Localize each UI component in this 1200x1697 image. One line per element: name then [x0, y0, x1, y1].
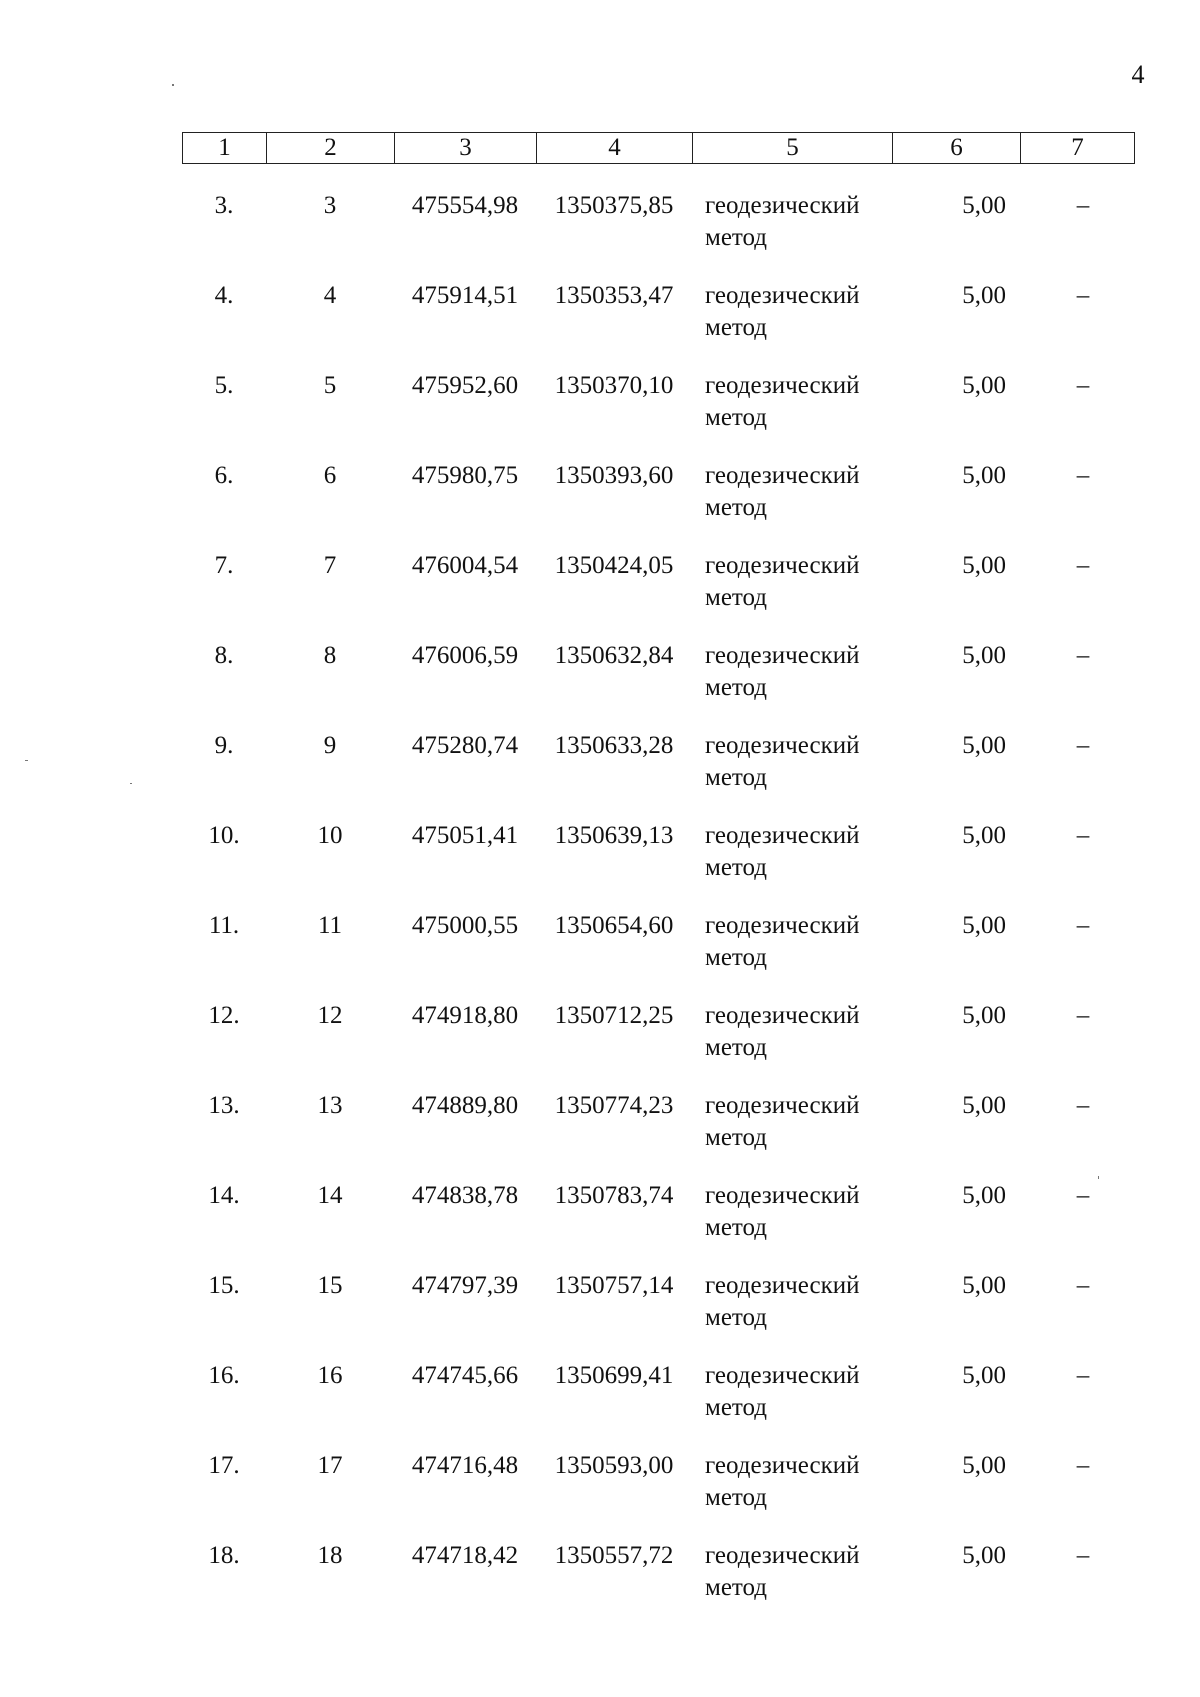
scan-speck [25, 760, 28, 761]
coordinate-y: 1350393,60 [554, 462, 674, 489]
table-row [182, 1261, 1137, 1351]
row-number: 12. [208, 1002, 240, 1029]
method-line-2: метод [705, 494, 768, 521]
method-line-1: геодезический [705, 1452, 860, 1479]
header-col-1: 1 [183, 133, 267, 164]
method-line-1: геодезический [705, 462, 860, 489]
method-line-2: метод [705, 314, 768, 341]
column-number-header [182, 132, 1135, 164]
method-cell [705, 550, 905, 614]
accuracy-value: 5,00 [962, 1182, 1006, 1209]
table-row [182, 991, 1137, 1081]
method-cell [705, 730, 905, 794]
row-number: 3. [214, 192, 234, 219]
table-row [182, 1171, 1137, 1261]
accuracy-value: 5,00 [962, 822, 1006, 849]
accuracy-value: 5,00 [962, 1272, 1006, 1299]
coordinate-x: 476004,54 [411, 552, 519, 579]
coordinate-y: 1350639,13 [554, 822, 674, 849]
accuracy-value: 5,00 [962, 552, 1006, 579]
coordinate-x: 474889,80 [411, 1092, 519, 1119]
coordinate-y: 1350654,60 [554, 912, 674, 939]
coordinate-x: 474718,42 [411, 1542, 519, 1569]
row-number: 7. [214, 552, 234, 579]
method-line-1: геодезический [705, 732, 860, 759]
method-cell [705, 640, 905, 704]
accuracy-value: 5,00 [962, 1002, 1006, 1029]
table-row [182, 721, 1137, 811]
method-line-2: метод [705, 1124, 768, 1151]
coordinate-x: 475914,51 [411, 282, 519, 309]
scan-speck [130, 783, 132, 784]
method-cell [705, 370, 905, 434]
method-line-1: геодезический [705, 1362, 860, 1389]
method-line-2: метод [705, 584, 768, 611]
method-cell [705, 1360, 905, 1424]
table-row [182, 901, 1137, 991]
coordinate-x: 475554,98 [411, 192, 519, 219]
coordinate-x: 475952,60 [411, 372, 519, 399]
accuracy-value: 5,00 [962, 732, 1006, 759]
header-col-6: 6 [893, 133, 1021, 164]
method-cell [705, 1270, 905, 1334]
coordinate-y: 1350375,85 [554, 192, 674, 219]
method-cell [705, 1090, 905, 1154]
note-dash: – [1076, 1092, 1090, 1119]
coordinate-y: 1350774,23 [554, 1092, 674, 1119]
accuracy-value: 5,00 [962, 282, 1006, 309]
accuracy-value: 5,00 [962, 642, 1006, 669]
method-line-1: геодезический [705, 1182, 860, 1209]
coordinate-y: 1350632,84 [554, 642, 674, 669]
point-number: 18 [317, 1542, 343, 1569]
row-number: 10. [208, 822, 240, 849]
table-row [182, 541, 1137, 631]
row-number: 14. [208, 1182, 240, 1209]
row-number: 8. [214, 642, 234, 669]
note-dash: – [1076, 1272, 1090, 1299]
method-line-1: геодезический [705, 1092, 860, 1119]
header-col-2: 2 [267, 133, 395, 164]
note-dash: – [1076, 912, 1090, 939]
coordinate-y: 1350353,47 [554, 282, 674, 309]
method-line-2: метод [705, 1484, 768, 1511]
note-dash: – [1076, 1182, 1090, 1209]
coordinate-y: 1350370,10 [554, 372, 674, 399]
note-dash: – [1076, 732, 1090, 759]
method-cell [705, 820, 905, 884]
note-dash: – [1076, 1452, 1090, 1479]
accuracy-value: 5,00 [962, 1092, 1006, 1119]
coordinate-y: 1350424,05 [554, 552, 674, 579]
coordinate-x: 475280,74 [411, 732, 519, 759]
method-line-1: геодезический [705, 1002, 860, 1029]
note-dash: – [1076, 462, 1090, 489]
row-number: 17. [208, 1452, 240, 1479]
coordinate-x: 474797,39 [411, 1272, 519, 1299]
row-number: 9. [214, 732, 234, 759]
table-row [182, 451, 1137, 541]
point-number: 8 [323, 642, 337, 669]
row-number: 16. [208, 1362, 240, 1389]
row-number: 13. [208, 1092, 240, 1119]
method-line-2: метод [705, 1034, 768, 1061]
row-number: 18. [208, 1542, 240, 1569]
note-dash: – [1076, 552, 1090, 579]
row-number: 6. [214, 462, 234, 489]
point-number: 17 [317, 1452, 343, 1479]
coordinate-y: 1350757,14 [554, 1272, 674, 1299]
method-line-1: геодезический [705, 642, 860, 669]
point-number: 10 [317, 822, 343, 849]
coordinate-x: 475980,75 [411, 462, 519, 489]
point-number: 3 [323, 192, 337, 219]
point-number: 6 [323, 462, 337, 489]
coordinate-y: 1350593,00 [554, 1452, 674, 1479]
row-number: 4. [214, 282, 234, 309]
table-row [182, 361, 1137, 451]
table-row [182, 271, 1137, 361]
coordinate-y: 1350633,28 [554, 732, 674, 759]
accuracy-value: 5,00 [962, 912, 1006, 939]
point-number: 7 [323, 552, 337, 579]
note-dash: – [1076, 822, 1090, 849]
table-row [182, 1531, 1137, 1621]
scan-speck [172, 84, 174, 86]
row-number: 15. [208, 1272, 240, 1299]
point-number: 13 [317, 1092, 343, 1119]
header-col-5: 5 [693, 133, 893, 164]
coordinate-x: 475000,55 [411, 912, 519, 939]
point-number: 14 [317, 1182, 343, 1209]
note-dash: – [1076, 1542, 1090, 1569]
method-line-2: метод [705, 674, 768, 701]
coordinate-x: 475051,41 [411, 822, 519, 849]
accuracy-value: 5,00 [962, 1452, 1006, 1479]
method-cell [705, 1450, 905, 1514]
method-line-2: метод [705, 1304, 768, 1331]
method-line-2: метод [705, 224, 768, 251]
method-cell [705, 1180, 905, 1244]
point-number: 5 [323, 372, 337, 399]
coordinate-x: 474918,80 [411, 1002, 519, 1029]
coordinate-y: 1350783,74 [554, 1182, 674, 1209]
coordinates-table-body [182, 181, 1137, 1621]
accuracy-value: 5,00 [962, 1362, 1006, 1389]
header-col-7: 7 [1021, 133, 1135, 164]
method-line-1: геодезический [705, 1272, 860, 1299]
accuracy-value: 5,00 [962, 192, 1006, 219]
header-col-3: 3 [395, 133, 537, 164]
method-line-2: метод [705, 1394, 768, 1421]
table-row [182, 181, 1137, 271]
method-line-2: метод [705, 1574, 768, 1601]
method-line-1: геодезический [705, 372, 860, 399]
method-line-2: метод [705, 854, 768, 881]
row-number: 11. [208, 912, 240, 939]
coordinate-x: 474838,78 [411, 1182, 519, 1209]
method-cell [705, 460, 905, 524]
method-line-2: метод [705, 1214, 768, 1241]
method-cell [705, 910, 905, 974]
method-cell [705, 1540, 905, 1604]
coordinate-y: 1350712,25 [554, 1002, 674, 1029]
method-cell [705, 190, 905, 254]
header-col-4: 4 [537, 133, 693, 164]
point-number: 15 [317, 1272, 343, 1299]
point-number: 12 [317, 1002, 343, 1029]
accuracy-value: 5,00 [962, 462, 1006, 489]
method-line-2: метод [705, 404, 768, 431]
page-number: 4 [1131, 60, 1145, 89]
table-row [182, 1081, 1137, 1171]
table-row [182, 1441, 1137, 1531]
method-line-1: геодезический [705, 912, 860, 939]
method-line-2: метод [705, 764, 768, 791]
note-dash: – [1076, 192, 1090, 219]
accuracy-value: 5,00 [962, 372, 1006, 399]
coordinate-y: 1350699,41 [554, 1362, 674, 1389]
table-row [182, 631, 1137, 721]
coordinate-x: 474745,66 [411, 1362, 519, 1389]
note-dash: – [1076, 282, 1090, 309]
note-dash: – [1076, 372, 1090, 399]
point-number: 9 [323, 732, 337, 759]
method-cell [705, 280, 905, 344]
method-line-2: метод [705, 944, 768, 971]
scan-speck [1098, 1176, 1099, 1179]
row-number: 5. [214, 372, 234, 399]
accuracy-value: 5,00 [962, 1542, 1006, 1569]
method-line-1: геодезический [705, 282, 860, 309]
table-row [182, 811, 1137, 901]
method-line-1: геодезический [705, 552, 860, 579]
note-dash: – [1076, 1002, 1090, 1029]
note-dash: – [1076, 1362, 1090, 1389]
point-number: 4 [323, 282, 337, 309]
point-number: 16 [317, 1362, 343, 1389]
point-number: 11 [317, 912, 343, 939]
method-cell [705, 1000, 905, 1064]
table-row [182, 1351, 1137, 1441]
method-line-1: геодезический [705, 192, 860, 219]
method-line-1: геодезический [705, 1542, 860, 1569]
method-line-1: геодезический [705, 822, 860, 849]
note-dash: – [1076, 642, 1090, 669]
coordinate-x: 476006,59 [411, 642, 519, 669]
coordinate-y: 1350557,72 [554, 1542, 674, 1569]
coordinate-x: 474716,48 [411, 1452, 519, 1479]
